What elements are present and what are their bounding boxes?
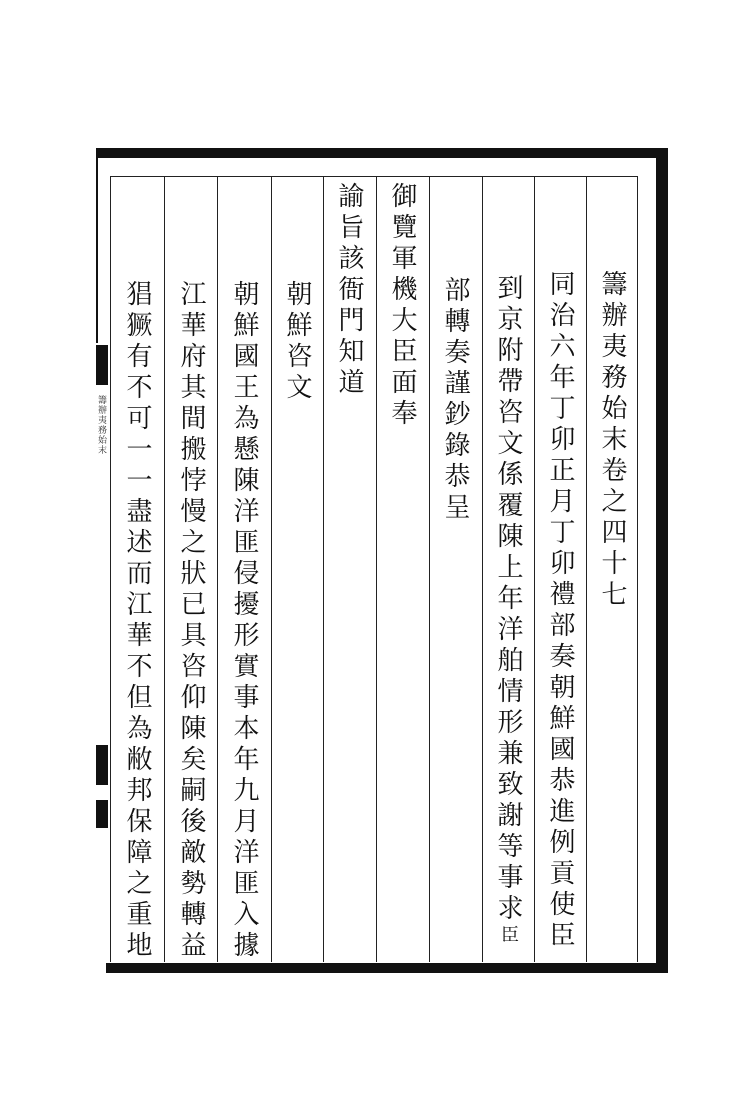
text-column: 朝鮮咨文 <box>282 280 312 404</box>
column-rule <box>323 176 324 962</box>
text-column: 同治六年丁卯正月丁卯禮部奏朝鮮國恭進例貢使臣 <box>545 270 575 952</box>
page-border-top <box>96 148 668 158</box>
column-end-small: 臣 <box>498 925 519 946</box>
text-column: 諭旨該衙門知道 <box>334 182 364 399</box>
text-column: 部轉奏謹鈔錄恭呈 <box>440 276 470 524</box>
column-rule <box>271 176 272 962</box>
text-column: 江華府其間搬悖慢之狀已具咨仰陳矣嗣後敵勢轉益 <box>176 280 206 962</box>
text-column: 猖獗有不可一一盡述而江華不但為敝邦保障之重地 <box>122 280 152 962</box>
column-rule <box>429 176 430 962</box>
column-rule <box>482 176 483 962</box>
text-column: 御覽軍機大臣面奉 <box>387 182 417 430</box>
column-rule <box>164 176 165 962</box>
binding-mark <box>96 745 108 785</box>
text-column <box>493 274 523 946</box>
text-column: 朝鮮國王為懸陳洋匪侵擾形實事本年九月洋匪入據 <box>229 280 259 962</box>
binding-spine <box>96 158 106 343</box>
text-column-title: 籌辦夷務始末卷之四十七 <box>597 270 627 611</box>
binding-mark <box>96 345 108 385</box>
column-rule <box>110 176 111 962</box>
spine-text: 籌辦夷務始末 <box>96 395 106 455</box>
column-rule <box>586 176 587 962</box>
column-rule <box>637 176 638 962</box>
binding-mark <box>96 800 108 828</box>
column-text: 到京附帶咨文係覆陳上年洋舶情形兼致謝等事求 <box>493 274 523 925</box>
column-rule <box>534 176 535 962</box>
page-border-right <box>656 148 668 973</box>
column-rule <box>376 176 377 962</box>
column-rule <box>217 176 218 962</box>
page-border-bottom <box>106 963 668 973</box>
